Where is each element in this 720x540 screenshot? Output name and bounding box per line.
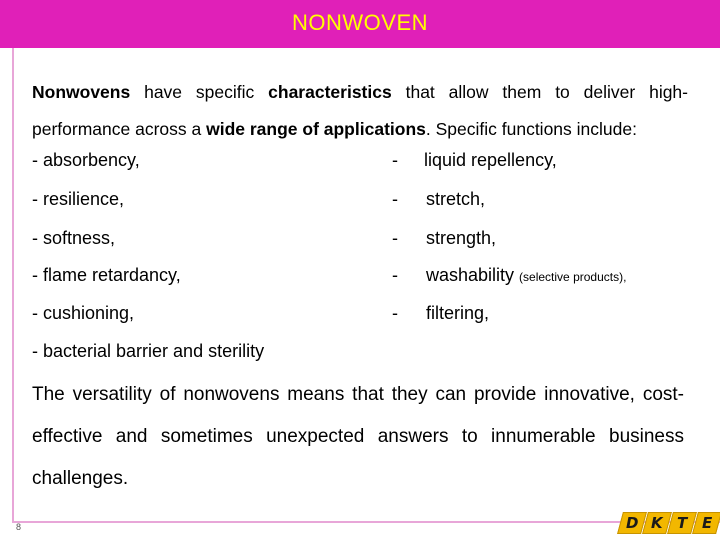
bullet-flame-retardancy: - flame retardancy, bbox=[32, 265, 181, 285]
bullet-dash: - bbox=[392, 150, 398, 170]
slide-title: NONWOVEN bbox=[292, 10, 428, 35]
closing-paragraph: The versatility of nonwovens means that they can provide innovative, cost-effective and sometimes unexpected answers to innumerable business challenges. bbox=[32, 384, 684, 489]
logo-letter: K bbox=[651, 514, 663, 532]
intro-keyword-characteristics: characteristics bbox=[268, 82, 392, 102]
logo-letter: D bbox=[625, 514, 639, 532]
bullet-dash: - bbox=[392, 228, 398, 248]
logo-letter-cell bbox=[692, 512, 720, 534]
bullet-cushioning: - cushioning, bbox=[32, 303, 135, 323]
bullet-stretch: stretch, bbox=[426, 189, 486, 209]
bullet-washability bbox=[426, 265, 626, 286]
intro-text-3: . Specific functions include: bbox=[425, 119, 637, 139]
logo-letter: T bbox=[676, 514, 688, 532]
intro-keyword-applications: wide range of applications bbox=[206, 119, 426, 139]
bullet-absorbency: - absorbency, bbox=[32, 150, 140, 170]
bullet-filtering: filtering, bbox=[426, 303, 490, 323]
intro-keyword-nonwovens: Nonwovens bbox=[32, 82, 131, 102]
intro-paragraph bbox=[32, 74, 688, 148]
logo-letter: E bbox=[701, 514, 713, 532]
bullet-liquid-repellency: liquid repellency, bbox=[424, 150, 557, 170]
washability-label: washability bbox=[426, 265, 520, 285]
bullet-resilience: - resilience, bbox=[32, 189, 125, 209]
frame-line-left bbox=[12, 48, 14, 522]
bullet-dash: - bbox=[392, 189, 398, 209]
intro-text-2: that allow them to deliver high-performance across a bbox=[32, 82, 688, 139]
bullet-softness: - softness, bbox=[32, 228, 116, 248]
washability-note: (selective products), bbox=[519, 270, 627, 284]
page-number: 8 bbox=[16, 522, 22, 532]
intro-text-1: have specific bbox=[130, 82, 269, 102]
bullet-dash: - bbox=[392, 265, 398, 285]
bullet-strength: strength, bbox=[426, 228, 497, 248]
dkte-logo bbox=[620, 512, 720, 534]
bullet-dash: - bbox=[392, 303, 398, 323]
frame-line-bottom bbox=[12, 521, 720, 523]
bullet-bacterial-barrier: - bacterial barrier and sterility bbox=[32, 341, 265, 361]
